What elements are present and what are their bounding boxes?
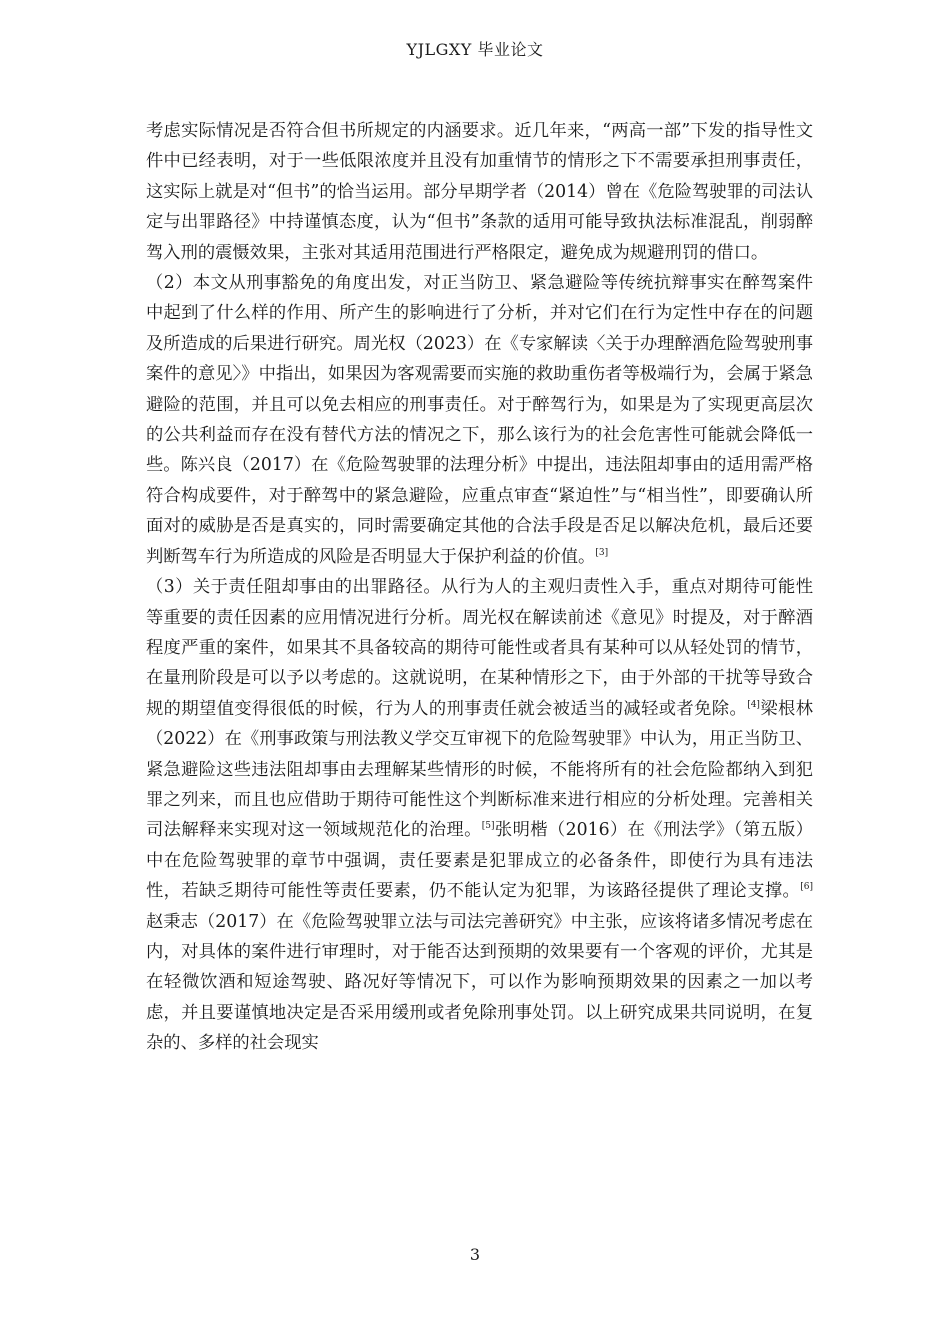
- citation-ref: [4]: [747, 699, 760, 710]
- text-segment: 张明楷（2016）在《刑法学》（第五版）中在危险驾驶罪的章节中强调，责任要素是犯罪成立的必备条件，即使行为具有违法性，若缺乏期待可能性等责任要素，仍不能认定为犯罪，为该路径提供了理论支撑。: [146, 820, 813, 902]
- citation-ref: [3]: [595, 547, 609, 558]
- paragraph: [146, 572, 813, 1059]
- text-segment: 梁根林（2022）在《刑事政策与刑法教义学交互审视下的危险驾驶罪》中认为，用正当防卫、紧急避险这些违法阻却事由去理解某些情形的时候，不能将所有的社会危险都纳入到犯罪之列来，而且也应借助于期待可能性这个判断标准来进行相应的分析处理。完善相关司法解释来实现对这一领域规范化的治理。: [146, 698, 813, 841]
- text-segment: （2）本文从刑事豁免的角度出发，对正当防卫、紧急避险等传统抗辩事实在醉驾案件中起到了什么样的作用、所产生的影响进行了分析，并对它们在行为定性中存在的问题及所造成的后果进行研究。周光权（2023）在《专家解读〈关于办理醉酒危险驾驶刑事案件的意见〉》中指出，如果因为客观需要而实施的救助重伤者等极端行为，会属于紧急避险的范围，并且可以免去相应的刑事责任。对于醉驾行为，如果是为了实现更高层次的公共利益而存在没有替代方法的情况之下，那么该行为的社会危害性可能就会降低一些。陈兴良（2017）在《危险驾驶罪的法理分析》中提出，违法阻却事由的适用需严格符合构成要件，对于醉驾中的紧急避险，应重点审查“紧迫性”与“相当性”，即要确认所面对的威胁是否是真实的，同时需要确定其他的合法手段是否足以解决危机，最后还要判断驾车行为所造成的风险是否明显大于保护利益的价值。: [146, 273, 813, 567]
- text-segment: （3）关于责任阻却事由的出罪路径。从行为人的主观归责性入手，重点对期待可能性等重要的责任因素的应用情况进行分析。周光权在解读前述《意见》时提及，对于醉酒程度严重的案件，如果其不具备较高的期待可能性或者具有某种可以从轻处罚的情节，在量刑阶段是可以予以考虑的。这就说明，在某种情形之下，由于外部的干扰等导致合规的期望值变得很低的时候，行为人的刑事责任就会被适当的减轻或者免除。: [146, 577, 813, 719]
- citation-ref: [6]: [800, 882, 813, 893]
- text-segment: 赵秉志（2017）在《危险驾驶罪立法与司法完善研究》中主张，应该将诸多情况考虑在内，对具体的案件进行审理时，对于能否达到预期的效果要有一个客观的评价，尤其是在轻微饮酒和短途驾驶、路况好等情况下，可以作为影响预期效果的因素之一加以考虑，并且要谨慎地决定是否采用缓刑或者免除刑事处罚。以上研究成果共同说明，在复杂的、多样的社会现实: [146, 911, 813, 1054]
- body-text: [146, 116, 813, 1059]
- paragraph: [146, 268, 813, 572]
- text-segment: 考虑实际情况是否符合但书所规定的内涵要求。近几年来，“两高一部”下发的指导性文件中已经表明，对于一些低限浓度并且没有加重情节的情形之下不需要承担刑事责任，这实际上就是对“但书”的恰当运用。部分早期学者（2014）曾在《危险驾驶罪的司法认定与出罪路径》中持谨慎态度，认为“但书”条款的适用可能导致执法标准混乱，削弱醉驾入刑的震慑效果，主张对其适用范围进行严格限定，避免成为规避刑罚的借口。: [146, 121, 813, 263]
- citation-ref: [5]: [481, 821, 495, 832]
- page-header: YJLGXY 毕业论文: [406, 40, 544, 59]
- paragraph: [146, 116, 813, 268]
- page-number: 3: [469, 1245, 481, 1264]
